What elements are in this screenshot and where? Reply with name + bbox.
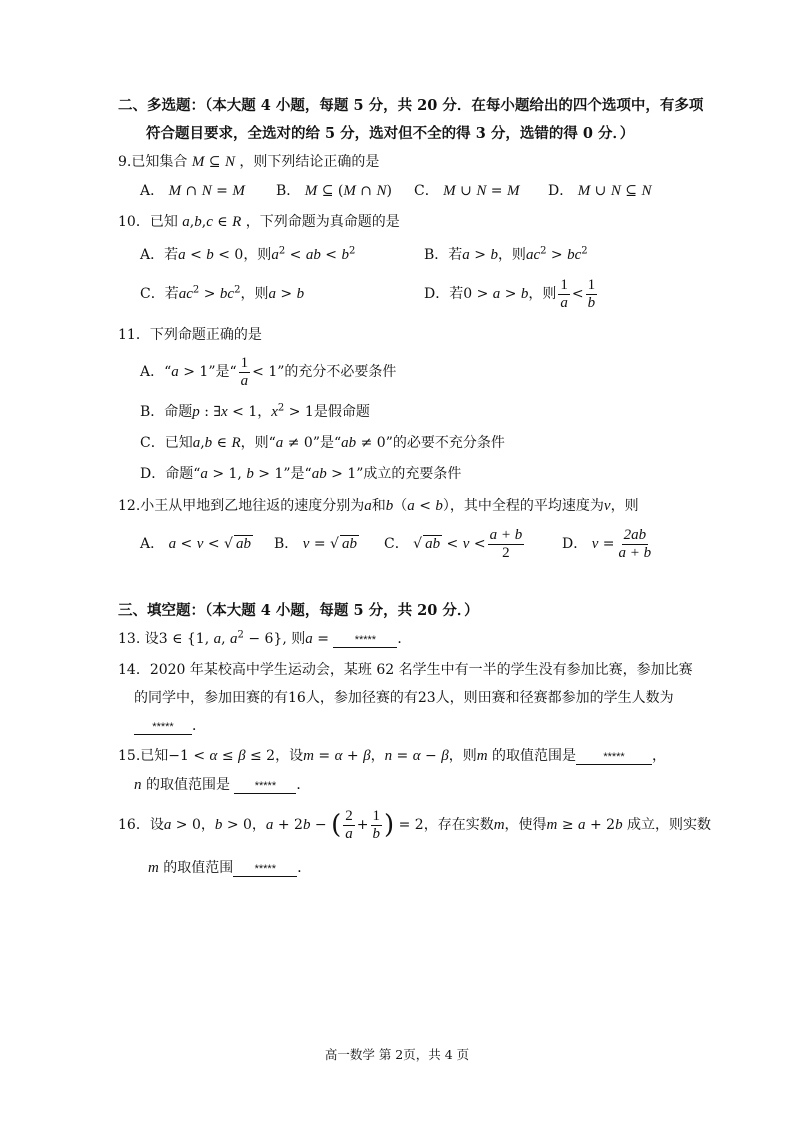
q11-stem: 11．下列命题正确的是: [118, 327, 262, 343]
q15-answer-blank-m[interactable]: *****: [576, 750, 652, 765]
q12-option-b[interactable]: B． v = √ ab: [274, 536, 357, 552]
section3-heading: 三、填空题：（本大题 4 小题，每题 5 分，共 20 分．）: [118, 602, 479, 619]
q15-line2: n 的取值范围是 ***** ．: [134, 777, 311, 793]
q11-option-d[interactable]: D．命题“a > 1, b > 1”是“ab > 1”成立的充要条件: [140, 466, 462, 482]
q10-option-b[interactable]: B．若a > b，则$ac^2 > bc^2$: [424, 245, 588, 263]
q16-line1: 16．设a > 0，b > 0，a + 2b − ( $\frac{2}{a}$ + $\frac{1}{b}$ ) = 2，存在实数m，使得m ≥ a + 2b 成立，则实数: [118, 807, 712, 842]
q9-option-a[interactable]: A． M ∩ N = M: [140, 183, 245, 199]
q16-line2: m 的取值范围 ***** ．: [148, 860, 312, 876]
q14-answer-blank[interactable]: *****: [134, 720, 192, 735]
q14-line2: 的同学中，参加田赛的有16人，参加径赛的有23人，则田赛和径赛都参加的学生人数为: [134, 690, 674, 706]
q9-option-b[interactable]: B． M ⊆ (M ∩ N): [276, 183, 392, 199]
section2-heading-line2: 符合题目要求，全选对的给 5 分，选对但不全的得 3 分，选错的得 0 分．）: [146, 125, 635, 142]
q11-option-c[interactable]: C．已知a,b ∈ R，则“a ≠ 0”是“ab ≠ 0”的必要不充分条件: [140, 435, 505, 451]
q13: 13. 设3 ∈ {1, a, $a^2 - 6$}, 则a = ***** ．: [118, 629, 412, 647]
q14-line1: 14．2020 年某校高中学生运动会，某班 62 名学生中有一半的学生没有参加比赛，参加比赛: [118, 662, 693, 678]
q15-line1: 15.已知−1 < α ≤ β ≤ 2，设m = α + β，n = α − β，则m 的取值范围是 ***** ，: [118, 748, 667, 764]
q11-option-b[interactable]: B．命题p : ∃x < 1，$x^2 > 1$是假命题: [140, 402, 370, 420]
q9-stem: 9.已知集合 M ⊆ N ，则下列结论正确的是: [118, 154, 380, 170]
q9-option-c[interactable]: C． M ∪ N = M: [414, 183, 520, 199]
q9-option-d[interactable]: D． M ∪ N ⊆ N: [548, 183, 652, 199]
q10-option-a[interactable]: A．若a < b < 0，则$a^2$ < ab < $b^2$: [140, 245, 356, 263]
q12-option-d[interactable]: D． v = $\frac{2ab}{a + b}$: [562, 526, 652, 561]
q12-stem: 12.小王从甲地到乙地往返的速度分别为a和b（a < b），其中全程的平均速度为v，则: [118, 498, 639, 514]
q15-answer-blank-n[interactable]: *****: [234, 779, 296, 794]
q13-answer-blank[interactable]: *****: [333, 633, 397, 648]
q12-option-a[interactable]: A． a < v < √ ab: [140, 536, 251, 552]
page-footer: 高一数学 第 2页，共 4 页: [324, 1047, 470, 1062]
q10-stem: 10．已知 a,b,c ∈ R ，下列命题为真命题的是: [118, 214, 400, 230]
q10-option-d[interactable]: D．若0 > a > b，则 $\frac{1}{a}$ < $\frac{1}{b}$: [424, 276, 596, 311]
q12-option-c[interactable]: C． √ ab < v < $\frac{a + b}{2}$: [384, 526, 523, 561]
q14-line3: ***** ．: [134, 716, 206, 736]
q10-option-c[interactable]: C．若$ac^2 > bc^2$，则a > b: [140, 284, 305, 302]
q16-answer-blank[interactable]: *****: [233, 862, 297, 877]
section2-heading-line1: 二、多选题：（本大题 4 小题，每题 5 分，共 20 分．在每小题给出的四个选项中，有多项: [118, 97, 704, 114]
q11-option-a[interactable]: A．“a > 1”是“ $\frac{1}{a}$ < 1”的充分不必要条件: [140, 354, 397, 389]
